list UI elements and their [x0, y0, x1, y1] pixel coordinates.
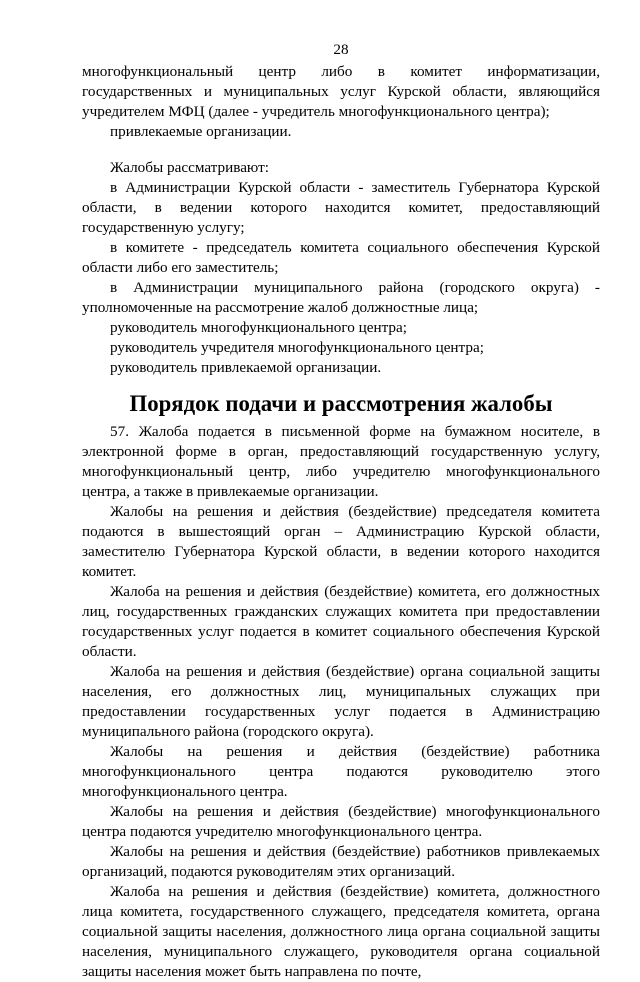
body-paragraph: 57. Жалоба подается в письменной форме на бумажном носителе, в электронной форме в орган, предоставляющий государственную услугу, многофункциональный центр, либо учредителю многофункционального центра, а также в привлекаемые организации. — [82, 423, 600, 500]
body-paragraph: Жалоба на решения и действия (бездействие) комитета, его должностных лиц, государственных гражданских служащих комитета при предоставлении государственных услуг подается в комитет социального обеспечения Курской области. — [82, 583, 600, 660]
section-heading: Порядок подачи и рассмотрения жалобы — [129, 391, 553, 416]
body-paragraph: Жалобы на решения и действия (бездействие) председателя комитета подаются в вышестоящий орган – Администрацию Курской области, заместителю Губернатора Курской области, в ведении которого находится комитет. — [82, 503, 600, 580]
body-paragraph: Жалобы на решения и действия (бездействие) работника многофункционального центра подаются руководителю этого многофункционального центра. — [82, 743, 600, 800]
body-paragraph: Жалоба на решения и действия (бездействие) органа социальной защиты населения, его должностных лиц, муниципальных служащих при предоставлении государственных услуг подается в Администрацию муниципального района (городского округа). — [82, 663, 600, 740]
spacer — [82, 142, 600, 158]
spacer — [82, 378, 600, 388]
body-paragraph: Жалоба на решения и действия (бездействие) комитета, должностного лица комитета, государственного служащего, председателя комитета, органа социальной защиты населения, должностного лица органа социальной защиты населения, муниципального служащего, руководителя органа социальной защиты населения может быть направлена по почте, — [82, 883, 600, 980]
page-number: 28 — [333, 41, 349, 58]
intro-paragraph: привлекаемые организации. — [110, 123, 292, 140]
reviewer-item: руководитель многофункционального центра; — [110, 319, 407, 336]
reviewer-item: руководитель привлекаемой организации. — [110, 359, 382, 376]
intro-paragraph: многофункциональный центр либо в комитет информатизации, государственных и муниципальных услуг Курской области, являющийся учредителем МФЦ (далее - учредитель многофункционального центра); — [82, 63, 600, 120]
reviewer-item: руководитель учредителя многофункционального центра; — [110, 339, 484, 356]
body-paragraph: Жалобы на решения и действия (бездействие) многофункционального центра подаются учредителю многофункционального центра. — [82, 803, 600, 840]
body-block — [82, 422, 600, 982]
reviewer-item: в комитете - председатель комитета социального обеспечения Курской области либо его заместитель; — [82, 239, 600, 276]
reviewers-block — [82, 158, 600, 378]
reviewers-intro: Жалобы рассматривают: — [110, 159, 269, 176]
intro-block — [82, 62, 600, 142]
reviewer-item: в Администрации Курской области - заместитель Губернатора Курской области, в ведении которого находится комитет, предоставляющий государственную услугу; — [82, 179, 600, 236]
reviewer-item: в Администрации муниципального района (городского округа) - уполномоченные на рассмотрение жалоб должностные лица; — [82, 279, 600, 316]
body-paragraph: Жалобы на решения и действия (бездействие) работников привлекаемых организаций, подаются руководителям этих организаций. — [82, 843, 600, 880]
